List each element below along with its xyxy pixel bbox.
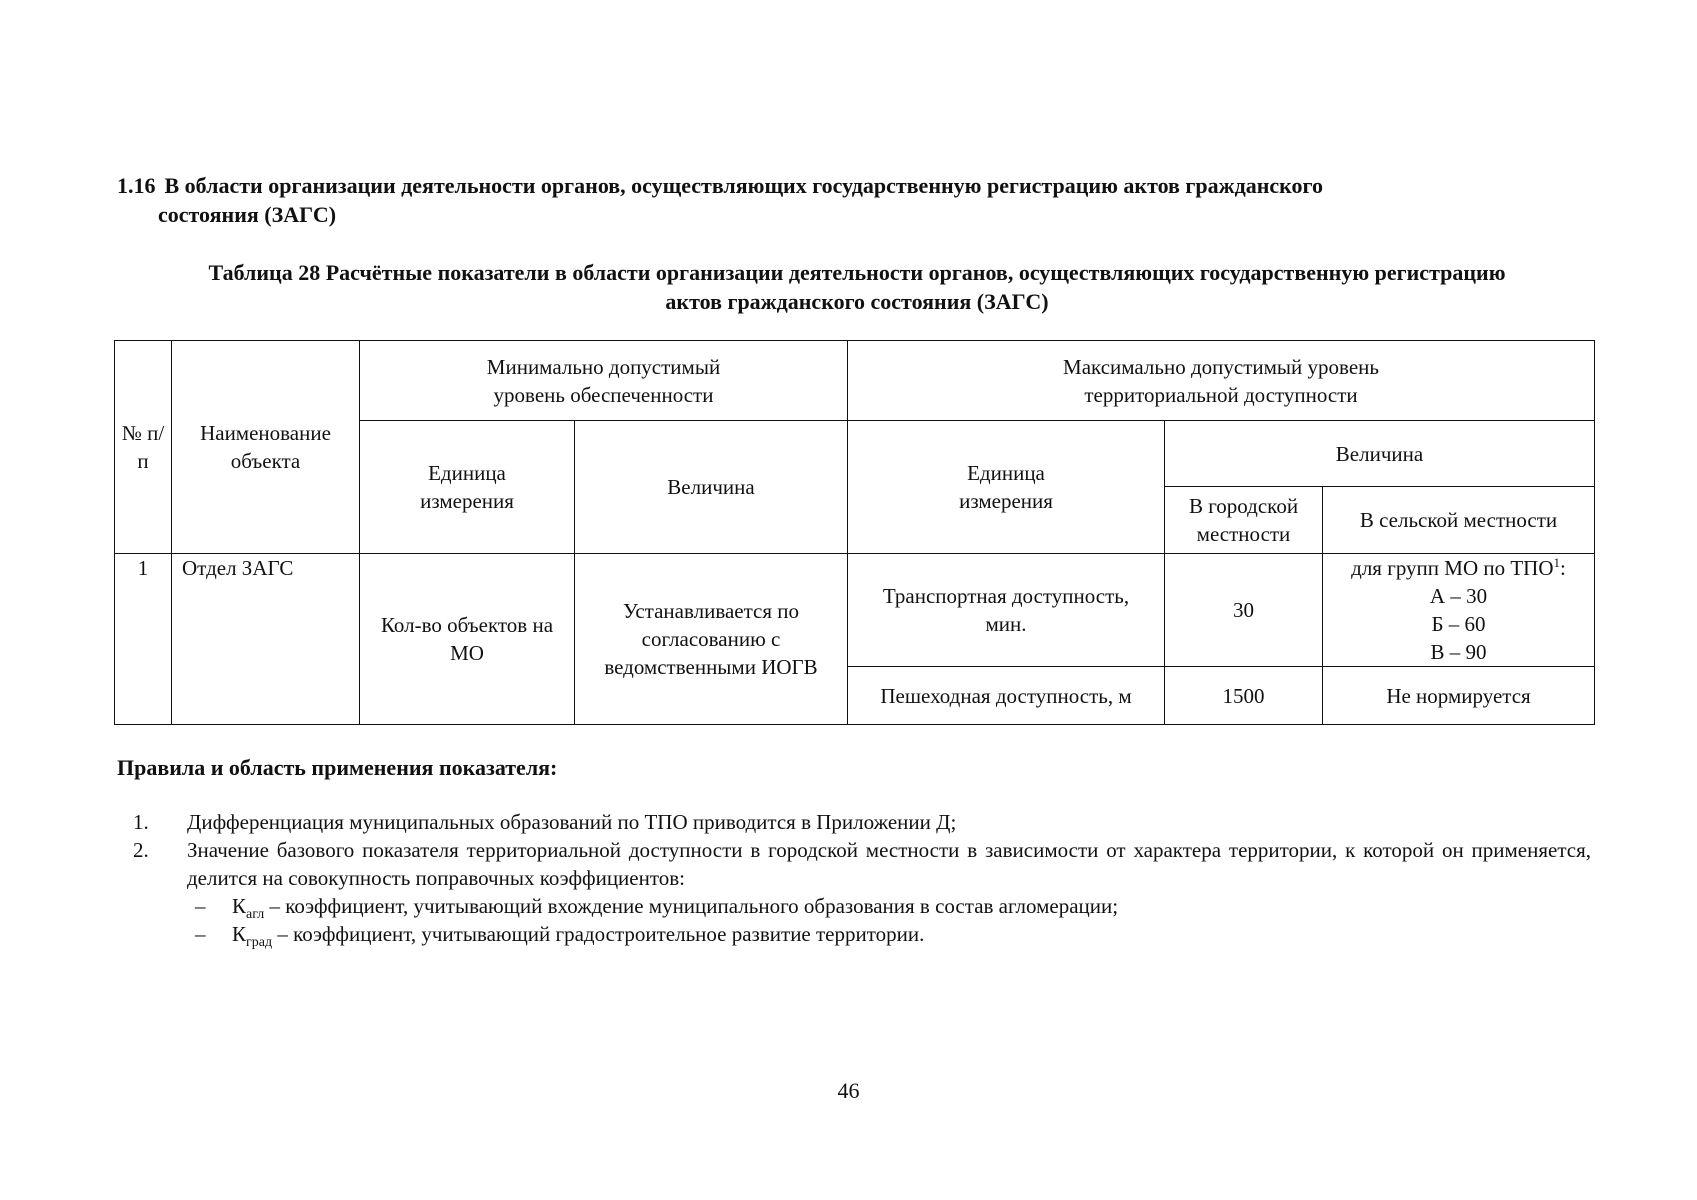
page-number: 46 — [837, 1078, 860, 1103]
dash-bullet: – — [195, 894, 206, 918]
header-urban: В городской местности — [1165, 487, 1323, 554]
row-walk-rural: Не нормируется — [1323, 667, 1595, 725]
header-max-group: Максимально допустимый уровень территориальной доступности — [848, 341, 1595, 421]
section-number: 1.16 — [117, 173, 156, 198]
rule-item — [117, 836, 1591, 892]
tpo-intro: для групп МО по ТПО$^1$: — [1351, 555, 1566, 580]
section-heading — [117, 171, 1587, 229]
row-transport-unit: Транспортная доступность, мин. — [848, 554, 1165, 667]
row-num: 1 — [115, 554, 172, 725]
rule-subitem — [117, 920, 1591, 951]
subitem-text: $К_{град}$ – коэффициент, учитывающий градостроительное развитие территории. — [232, 922, 925, 951]
row-transport-rural — [1323, 554, 1595, 667]
header-max-unit: Единица измерения — [848, 421, 1165, 554]
tpo-group-b: Б – 60 — [1431, 612, 1486, 636]
header-min-unit: Единица измерения — [360, 421, 575, 554]
row-name: Отдел ЗАГС — [172, 554, 360, 725]
row-transport-urban: 30 — [1165, 554, 1323, 667]
table-caption — [117, 258, 1597, 316]
rule-text: Дифференциация муниципальных образований по ТПО приводится в Приложении Д; — [187, 810, 957, 834]
rule-text: Значение базового показателя территориальной доступности в городской местности в зависимости от характера территории, к которой он применяется, делится на совокупность поправочных коэффициентов: — [187, 838, 1591, 890]
section-title-line1: В области организации деятельности органов, осуществляющих государственную регистрацию актов гражданского — [164, 173, 1323, 198]
header-max-value: Величина — [1165, 421, 1595, 487]
header-num: № п/п — [115, 341, 172, 554]
header-min-group: Минимально допустимый уровень обеспеченности — [360, 341, 848, 421]
row-min-value: Устанавливается по согласованию с ведомственными ИОГВ — [575, 554, 848, 725]
rule-number: 2. — [133, 838, 149, 862]
table-caption-line2: актов гражданского состояния (ЗАГС) — [665, 289, 1049, 314]
rule-number: 1. — [133, 810, 149, 834]
header-name: Наименование объекта — [172, 341, 360, 554]
subitem-text: $К_{агл}$ – коэффициент, учитывающий вхождение муниципального образования в состав агломерации; — [232, 894, 1119, 923]
dash-bullet: – — [195, 922, 206, 946]
table-caption-line1: Таблица 28 Расчётные показатели в области организации деятельности органов, осуществляющих государственную регистрацию — [208, 260, 1506, 285]
row-walk-unit: Пешеходная доступность, м — [848, 667, 1165, 725]
row-walk-urban: 1500 — [1165, 667, 1323, 725]
indicators-table — [114, 340, 1595, 725]
rules-list — [117, 808, 1591, 951]
rule-item — [117, 808, 1591, 836]
row-min-unit: Кол-во объектов на МО — [360, 554, 575, 725]
rules-heading: Правила и область применения показателя: — [117, 755, 558, 780]
tpo-group-v: В – 90 — [1430, 640, 1487, 664]
header-rural: В сельской местности — [1323, 487, 1595, 554]
header-min-value: Величина — [575, 421, 848, 554]
tpo-group-a: А – 30 — [1429, 584, 1488, 608]
rule-subitem — [117, 892, 1591, 923]
section-title-line2: состояния (ЗАГС) — [158, 202, 337, 227]
footnote-marker: 1 — [1553, 555, 1561, 570]
